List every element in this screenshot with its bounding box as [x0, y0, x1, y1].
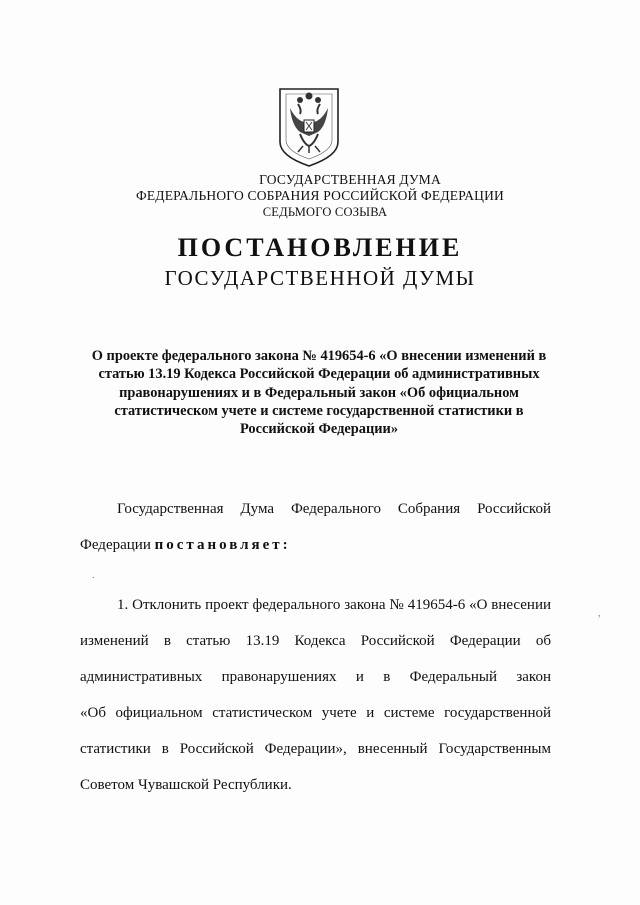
item-line: Советом Чувашской Республики.	[80, 777, 292, 793]
item-line: 1. Отклонить проект федерального закона № 419654-6 «О внесении	[117, 597, 551, 613]
item-line: изменений в статью 13.19 Кодекса Российской Федерации об	[80, 633, 551, 649]
document-subject	[74, 347, 564, 438]
preamble-line	[80, 536, 551, 554]
subject-line: правонарушениях и в Федеральный закон «Об официальном	[119, 384, 519, 401]
scan-speck: .	[92, 570, 95, 581]
header-line-3: СЕДЬМОГО СОЗЫВА	[262, 205, 388, 219]
header-line-2: ФЕДЕРАЛЬНОГО СОБРАНИЯ РОССИЙСКОЙ ФЕДЕРАЦИИ	[136, 188, 504, 203]
decision-keyword: постановляет:	[154, 537, 291, 553]
preamble-text: Федерации	[80, 537, 155, 553]
header-line-1: ГОСУДАРСТВЕННАЯ ДУМА	[259, 172, 441, 187]
subject-line: Российской Федерации»	[239, 421, 399, 438]
coat-of-arms-icon	[276, 86, 342, 170]
scan-speck: ,	[598, 608, 601, 619]
subject-line: статистическом учете и системе государственной статистики в	[114, 402, 524, 419]
subject-line: статью 13.19 Кодекса Российской Федерации об административных	[98, 366, 540, 383]
item-line: статистики в Российской Федерации», внесенный Государственным	[80, 741, 551, 757]
document-subtitle: ГОСУДАРСТВЕННОЙ ДУМЫ	[164, 266, 476, 290]
subject-line: О проекте федерального закона № 419654-6 «О внесении изменений в	[91, 348, 547, 364]
preamble-line: Государственная Дума Федерального Собрания Российской	[117, 501, 551, 517]
item-line: «Об официальном статистическом учете и системе государственной	[80, 705, 551, 721]
item-line: административных правонарушениях и в Федеральный закон	[80, 669, 551, 685]
document-title: ПОСТАНОВЛЕНИЕ	[177, 233, 463, 262]
